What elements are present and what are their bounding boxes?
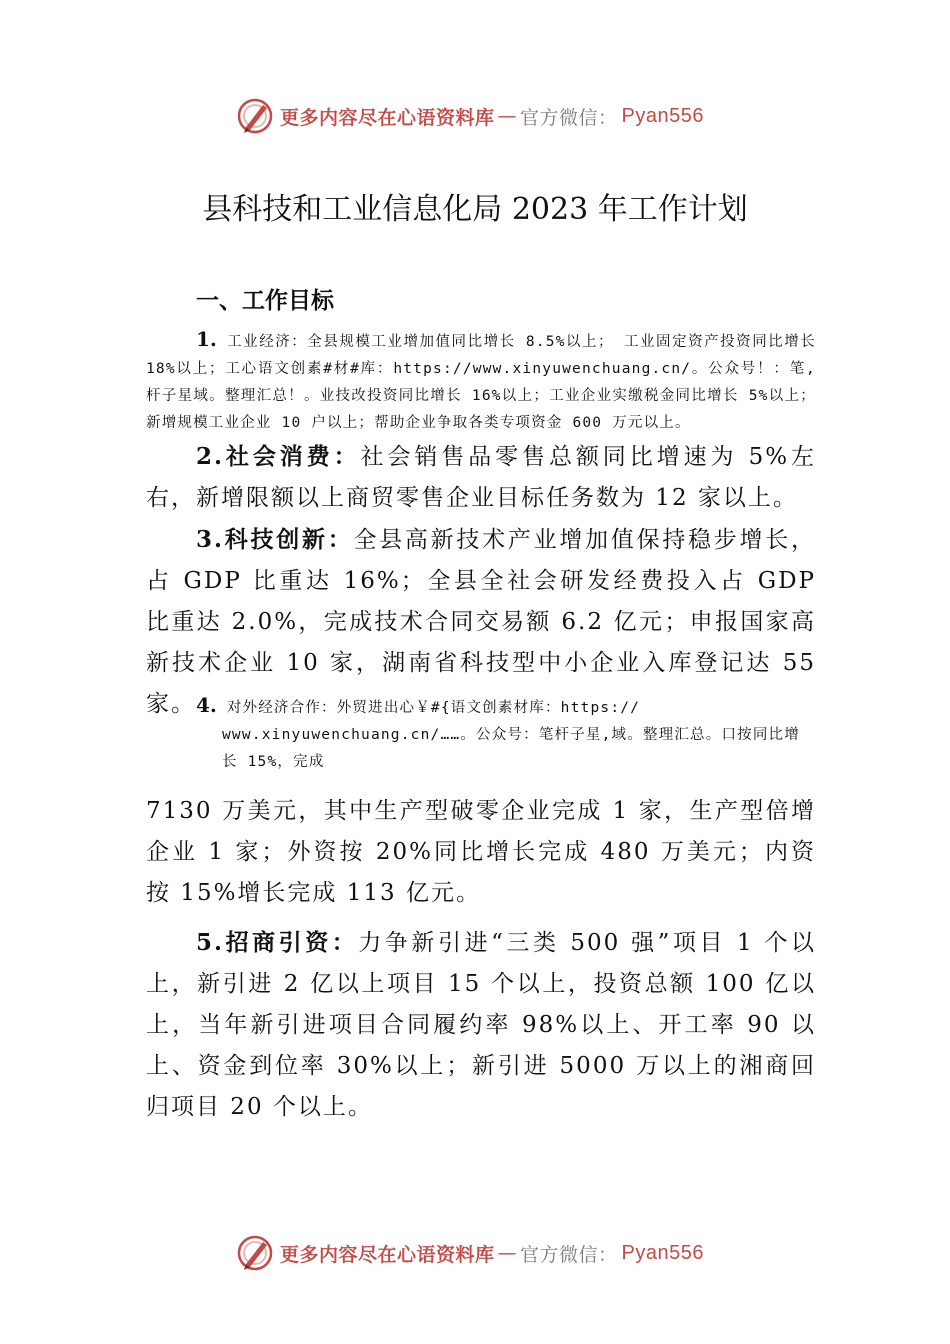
item-label: 社会消费：	[224, 443, 361, 470]
item-text-line3: 长 15%，完成	[222, 754, 325, 770]
banner-colon: ：	[598, 106, 618, 129]
item-text: 社会销售品零售总额同比增速为 5%左右，新增限额以上商贸零售企业目标任务数为 12 家以上。	[146, 444, 817, 511]
item-label: 科技创新：	[224, 526, 354, 553]
banner-brand-text: 更多内容尽在心语资料库	[280, 1243, 495, 1266]
footer-watermark-banner	[236, 1233, 704, 1273]
section-heading-goals: 一、工作目标	[196, 288, 334, 314]
item-text: 全县高新技术产业增加值保持稳步增长，占 GDP 比重达 16%；全县全社会研发经费投入占 GDP 比重达 2.0%，完成技术合同交易额 6.2 亿元；申报国家高新技术企业 10 家，湖南省科技型中小企业入库登记达 55 家。	[146, 527, 817, 717]
banner-wechat-handle: Pyan556	[621, 1241, 705, 1264]
item-text-line2: www.xinyuwenchuang.cn/……。公众号：笔杆子星,域。整理汇总。口按同比增	[222, 727, 800, 743]
banner-wechat-handle: Pyan556	[621, 104, 705, 127]
item-number: 5.	[196, 929, 225, 956]
banner-dash: —	[497, 105, 518, 127]
pen-logo-icon	[236, 1234, 274, 1272]
item-number: 3.	[196, 526, 225, 553]
banner-colon: ：	[598, 1243, 618, 1266]
banner-wechat-label: 官方微信	[520, 1243, 599, 1266]
goal-item-foreign-economy-continuation: 7130 万美元，其中生产型破零企业完成 1 家，生产型倍增企业 1 家；外资按 20%同比增长完成 480 万美元；内资按 15%增长完成 113 亿元。	[146, 798, 816, 906]
item-text: 力争新引进“三类 500 强”项目 1 个以上，新引进 2 亿以上项目 15 个以上，投资总额 100 亿以上，当年新引进项目合同履约率 98%以上、开工率 90 以上、资金到位率 30%以上；新引进 5000 万以上的湘商回归项目 20 个以上。	[146, 930, 816, 1120]
pen-logo-icon	[236, 97, 274, 135]
item-number: 4.	[196, 693, 217, 717]
goal-item-investment-attraction	[146, 922, 816, 1128]
item-number: 1.	[196, 327, 217, 351]
header-watermark-banner	[236, 96, 704, 136]
item-text: 工业经济：全县规模工业增加值同比增长 8.5%以上； 工业固定资产投资同比增长 18%以上；工心语文创素#材#库：https://www.xinyuwenchuang.cn/。公众号！：笔,杆子星域。整理汇总！。业技改投资同比增长 16%以上；工业企业实缴税金同比增长 5%以上；新增规模工业企业 10 户以上；帮助企业争取各类专项资金 600 万元以上。	[146, 334, 816, 431]
item-text-line1: 对外经济合作：外贸进出心￥#{语文创素材库：https://	[216, 700, 641, 716]
banner-dash: —	[497, 1242, 518, 1264]
goal-item-foreign-economy	[196, 692, 836, 776]
goal-item-social-consumption	[146, 436, 816, 519]
item-number: 2.	[196, 443, 225, 470]
document-title: 县科技和工业信息化局 2023 年工作计划	[202, 192, 748, 227]
goal-item-industrial-economy	[146, 326, 816, 437]
banner-brand-text: 更多内容尽在心语资料库	[280, 106, 495, 129]
item-label: 招商引资：	[224, 929, 359, 956]
banner-wechat-label: 官方微信	[520, 106, 599, 129]
